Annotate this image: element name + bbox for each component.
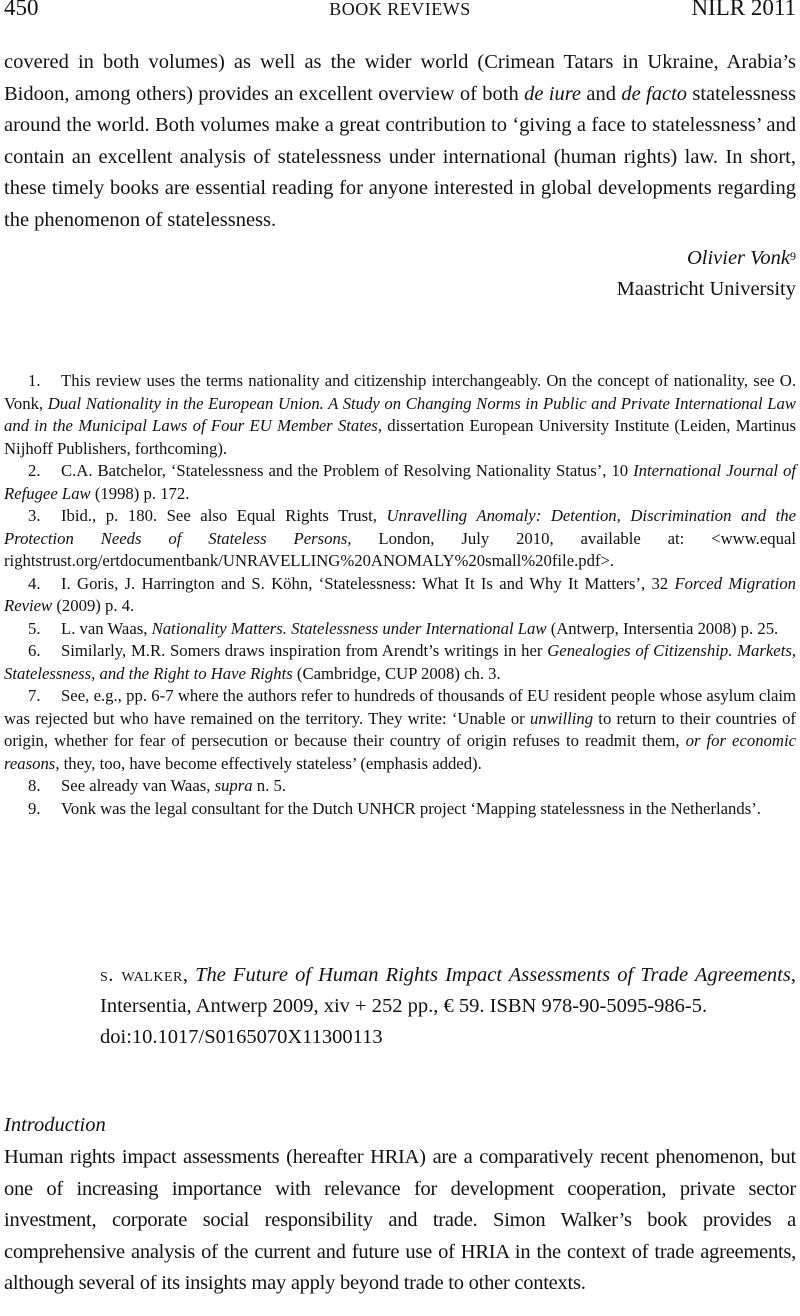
doi: doi:10.1017/S0165070X11300113 <box>100 1026 383 1048</box>
italic-run: Unravelling Anomaly: Detention, Discrimination and the Protection Needs of Stateless Persons <box>4 506 796 548</box>
text-run: C.A. Batchelor, ‘Statelessness and the Problem of Resolving Nationality Status’, 10 <box>61 461 634 480</box>
text-run: (1998) p. 172. <box>90 483 190 503</box>
text-run: See, e.g., pp. 6-7 where the authors refer to hundreds of thousands of EU resident people whose asylum claim was rejected but who have remained on the territory. They write: ‘Unable or <box>4 686 796 728</box>
text-run: n. 5. <box>252 776 286 795</box>
footnote-text <box>4 506 796 570</box>
footnote-text <box>4 641 796 683</box>
italic-run: unwilling <box>530 708 594 728</box>
italic-run: Nationality Matters. Statelessness under International Law <box>151 618 547 638</box>
citation-text <box>100 960 796 1022</box>
text-run: statelessness around the world. Both volumes make a great contribution to ‘giving a face to statelessness’ and contain an excellent analysis of statelessness under international (human rights) law. In short, these timely books are essential reading for anyone interested in global developments regarding the phenomenon of statelessness. <box>4 82 796 231</box>
introduction-text <box>4 1142 796 1300</box>
book-citation <box>100 960 796 1053</box>
review-closing-paragraph <box>4 47 796 236</box>
footnote-number: 5. <box>28 618 41 638</box>
footnote <box>4 370 796 460</box>
italic-run: supra <box>214 776 253 795</box>
italic-run: Forced Migration Review <box>4 573 797 615</box>
footnote <box>4 618 796 641</box>
italic-run: International Journal of Refugee Law <box>4 461 796 503</box>
text-run: , Intersentia, Antwerp 2009, xiv + 252 pp., € 59. ISBN 978-90-5095-986-5. <box>100 964 796 1017</box>
italic-run: or for economic reasons <box>4 731 796 773</box>
footnote <box>4 640 796 685</box>
footnote-text <box>4 371 796 458</box>
page-header <box>0 0 800 22</box>
footnote <box>4 573 796 618</box>
text-run: I. Goris, J. Harrington and S. Köhn, ‘Statelessness: What It Is and Why It Matters’, 32 <box>61 573 675 593</box>
journal-name: NILR 2011 <box>691 0 796 20</box>
italic-run: The Future of Human Rights Impact Assessments of Trade Agreements <box>195 964 791 986</box>
text-run: (2009) p. 4. <box>52 596 135 615</box>
text-run: See already van Waas, <box>61 776 215 795</box>
text-run: (Cambridge, CUP 2008) ch. 3. <box>292 663 501 683</box>
text-run: , dissertation European University Institute (Leiden, Martinus Nijhoff Publishers, forthcoming). <box>4 416 796 458</box>
footnote-number: 4. <box>28 573 41 593</box>
introduction-paragraph <box>4 1142 796 1300</box>
text-run: , London, July 2010, available at: <www.equal rightstrust.org/ertdocumentbank/UNRAVELLING%20ANOMALY%20small%20file.pdf>. <box>4 528 796 570</box>
text-run: and <box>581 82 622 105</box>
italic-run: Dual Nationality in the European Union. A Study on Changing Norms in Public and Private International Law and in the Municipal Laws of Four EU Member States <box>4 393 797 435</box>
page-number: 450 <box>4 0 39 20</box>
footnote-text <box>61 799 761 818</box>
running-head: BOOK REVIEWS <box>329 0 471 19</box>
reviewer-name-line <box>617 243 796 274</box>
reviewer-footnote-marker: 9 <box>790 249 796 263</box>
footnote-number: 9. <box>28 798 41 818</box>
footnote-text <box>4 574 796 616</box>
text-run: covered in both volumes) as well as the wider world (Crimean Tatars in Ukraine, Arabia’s Bidoon, among others) provides an excellent overview of both <box>4 51 796 105</box>
footnote <box>4 798 796 821</box>
italic-run: de iure <box>524 82 582 105</box>
reviewer-affiliation: Maastricht University <box>616 278 796 300</box>
text-run: L. van Waas, <box>61 618 152 638</box>
footnotes <box>4 370 796 820</box>
text-run: Similarly, M.R. Somers draws inspiration from Arendt’s writings in her <box>61 641 548 660</box>
footnote <box>4 505 796 573</box>
footnote-number: 8. <box>28 776 41 795</box>
author-name: s. walker <box>100 964 183 986</box>
footnote-number: 3. <box>28 506 41 525</box>
footnote-number: 7. <box>28 686 41 705</box>
footnote-number: 2. <box>28 461 41 480</box>
text-run: (Antwerp, Intersentia 2008) p. 25. <box>546 618 779 638</box>
footnote-number: 6. <box>28 641 41 660</box>
text-run: to return to their countries of origin, whether for fear of persecution or because their country of origin refuses to readmit them, <box>4 708 796 750</box>
reviewer-signature <box>617 243 796 305</box>
text-run: Ibid., p. 180. See also Equal Rights Trust, <box>61 506 387 525</box>
footnote-text <box>4 686 796 773</box>
italic-run: de facto <box>621 82 688 105</box>
footnote <box>4 460 796 505</box>
footnote-number: 1. <box>28 371 41 390</box>
text-run: This review uses the terms nationality and citizenship interchangeably. On the concept of nationality, see O. Vonk, <box>4 371 796 413</box>
closing-paragraph-text <box>4 47 796 236</box>
section-heading: Introduction <box>4 1114 106 1136</box>
footnote <box>4 685 796 775</box>
text-run: , they, too, have become effectively stateless’ (emphasis added). <box>55 753 482 773</box>
reviewer-name: Olivier Vonk <box>686 247 790 269</box>
footnote <box>4 775 796 798</box>
text-run: , <box>182 964 196 986</box>
text-run: Human rights impact assessments (hereafter HRIA) are a comparatively recent phenomenon, but one of increasing importance with relevance for development cooperation, private sector investment, corporate social responsibility and trade. Simon Walker’s book provides a comprehensive analysis of the current and future use of HRIA in the context of trade agreements, although several of its insights may apply beyond trade to other contexts. <box>4 1146 796 1294</box>
footnote-text <box>61 619 778 638</box>
footnote-text <box>61 776 286 795</box>
footnote-text <box>4 461 796 503</box>
text-run: Vonk was the legal consultant for the Dutch UNHCR project ‘Mapping statelessness in the Netherlands’. <box>61 798 761 818</box>
italic-run: Genealogies of Citizenship. Markets, Statelessness, and the Right to Have Rights <box>4 641 796 683</box>
